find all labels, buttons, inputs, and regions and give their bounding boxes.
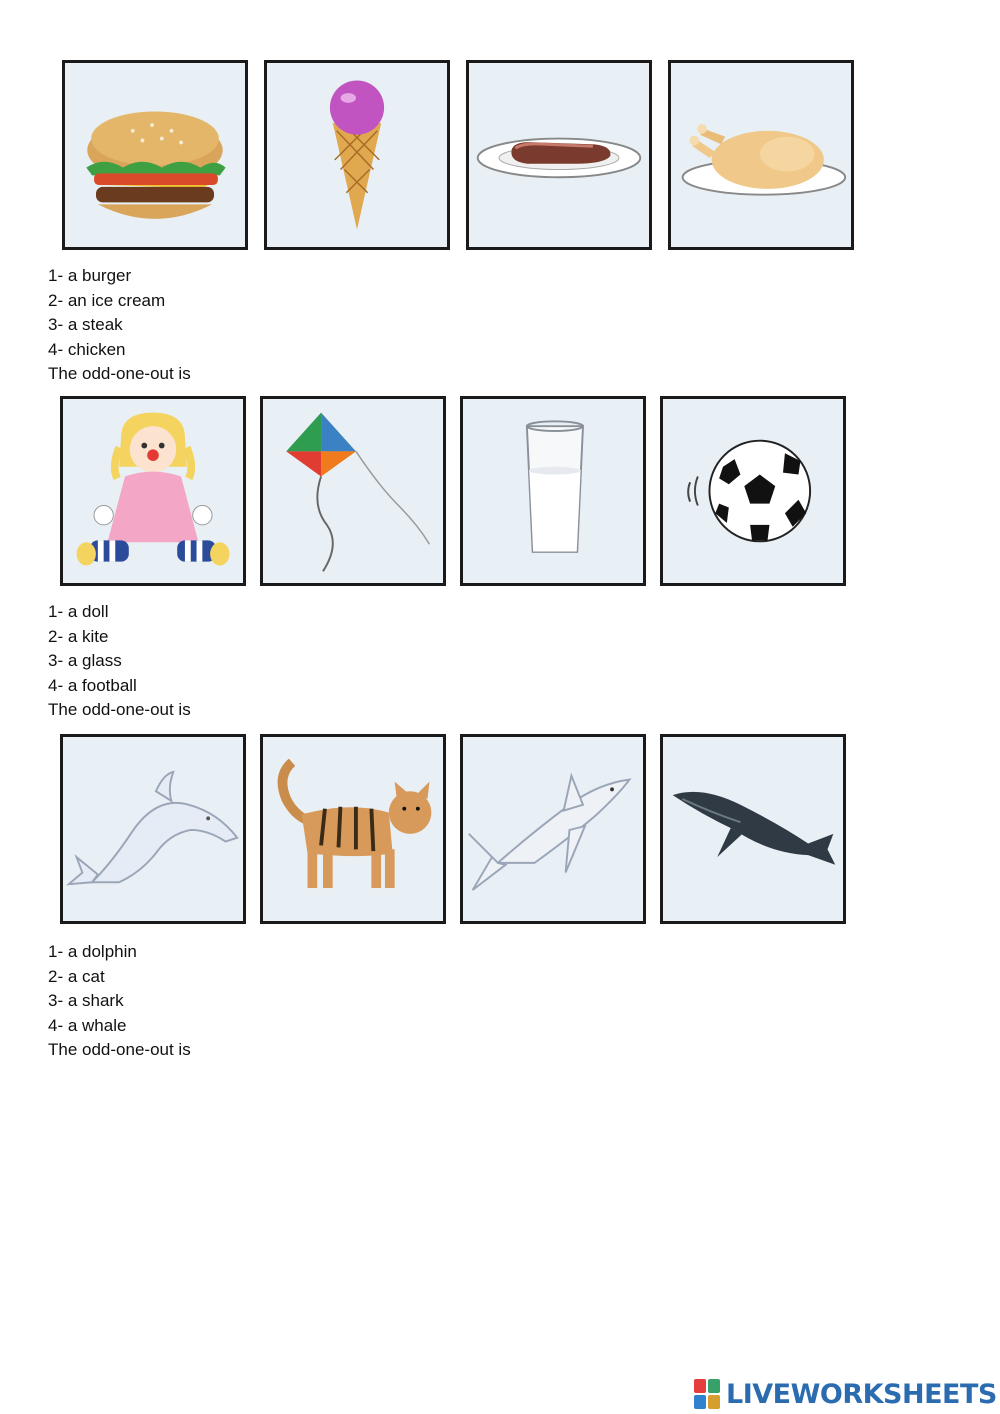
picture-row-1	[62, 60, 862, 260]
badge-tile	[708, 1379, 720, 1393]
odd-one-out-question: The odd-one-out is	[48, 364, 191, 383]
list-item: 3- a shark	[48, 991, 124, 1010]
liveworksheets-logo	[694, 1374, 997, 1414]
kite-card	[260, 396, 446, 586]
glass-card	[460, 396, 646, 586]
chicken-icon	[671, 63, 851, 247]
burger-icon	[65, 63, 245, 247]
list-item: 4- chicken	[48, 339, 126, 359]
answer-list-1	[48, 264, 191, 387]
football-icon	[663, 399, 843, 583]
ice-cream-card	[264, 60, 450, 250]
picture-row-2	[60, 396, 860, 596]
list-item: 1- a doll	[48, 602, 109, 621]
doll-card	[60, 396, 246, 586]
shark-card	[460, 734, 646, 924]
answer-list-3	[48, 940, 191, 1063]
logo-text: LIVEWORKSHEETS	[726, 1378, 997, 1410]
glass-icon	[463, 399, 643, 583]
list-item: 1- a burger	[48, 266, 132, 285]
doll-icon	[63, 399, 243, 583]
cat-card	[260, 734, 446, 924]
list-item: 4- a football	[48, 675, 137, 695]
list-item: 4- a whale	[48, 1015, 127, 1035]
list-item: 3- a steak	[48, 315, 123, 334]
list-item: 3- a glass	[48, 651, 122, 670]
answer-list-2	[48, 600, 191, 723]
dolphin-icon	[63, 737, 243, 921]
list-item: 2- a kite	[48, 626, 109, 646]
list-item: 2- a cat	[48, 966, 105, 986]
list-item: 1- a dolphin	[48, 942, 137, 961]
ice-cream-icon	[267, 63, 447, 247]
badge-tile	[694, 1379, 706, 1393]
logo-badge-icon	[694, 1379, 720, 1409]
chicken-card	[668, 60, 854, 250]
football-card	[660, 396, 846, 586]
cat-icon	[263, 737, 443, 921]
steak-card	[466, 60, 652, 250]
picture-row-3	[60, 734, 860, 934]
dolphin-card	[60, 734, 246, 924]
steak-icon	[469, 63, 649, 247]
badge-tile	[708, 1395, 720, 1409]
badge-tile	[694, 1395, 706, 1409]
whale-icon	[663, 737, 843, 921]
list-item: 2- an ice cream	[48, 290, 166, 310]
whale-card	[660, 734, 846, 924]
shark-icon	[463, 737, 643, 921]
odd-one-out-question: The odd-one-out is	[48, 700, 191, 719]
burger-card	[62, 60, 248, 250]
odd-one-out-question: The odd-one-out is	[48, 1040, 191, 1059]
kite-icon	[263, 399, 443, 583]
